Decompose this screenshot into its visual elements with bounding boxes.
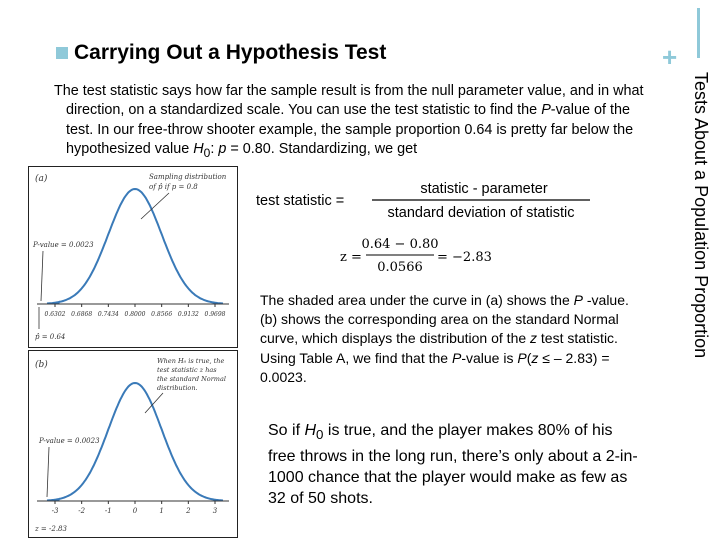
test-statistic-formula	[256, 176, 596, 233]
ticks-a-label: 0.6868	[71, 311, 93, 318]
accent-bar	[697, 8, 700, 58]
plus-icon: +	[662, 42, 678, 72]
figure-a-annotation-line2: of p̂ if p = 0.8	[149, 183, 198, 191]
figure-b-label: (b)	[35, 360, 48, 370]
figure-b-pvalue-label: P-value = 0.0023	[39, 437, 100, 445]
ticks-b-label: -2	[78, 507, 86, 515]
ticks-b-label: -1	[104, 507, 112, 515]
ticks-b-label: 3	[212, 507, 218, 515]
figure-b-annotation-line3: the standard Normal	[157, 375, 226, 383]
ticks-b-label: 1	[159, 507, 164, 515]
ticks-a-label: 0.6302	[44, 311, 66, 318]
ticks-a-label: 0.7434	[97, 311, 119, 318]
figure-b-annotation-line4: distribution.	[157, 384, 198, 392]
side-chapter-title: Tests About a Population Proportion	[691, 72, 711, 359]
figure-a-sampling-distribution	[28, 166, 238, 348]
ticks-b-label: -3	[51, 507, 59, 515]
ticks-b-label: 2	[186, 507, 191, 515]
figure-b-z-label: z = -2.83	[35, 525, 67, 533]
formula2-denominator: 0.0566	[377, 260, 423, 275]
figure-a-phat-label: p̂ = 0.64	[35, 333, 66, 341]
ticks-a-label: 0.9132	[177, 311, 199, 318]
figure-a-pvalue-label: P-value = 0.0023	[33, 241, 94, 249]
pvalue-explanation: The shaded area under the curve in (a) shows the P -value. (b) shows the corresponding area on the standard Normal curve, which displays the distribution of the z test statistic. Using Table A, we find that the P-value is P(z ≤ – 2.83) = 0.0023.	[260, 292, 629, 385]
title-bullet-icon	[56, 47, 68, 59]
figure-b-annotation-line2: test statistic z has	[157, 366, 217, 374]
intro-paragraph: The test statistic says how far the sample result is from the null parameter value, and in what direction, on a standardized scale. You can use the test statistic to find the P-value of the test. In our free-throw shooter example, the sample proportion 0.64 is pretty far below the hypothesized value $H_0$: p = 0.80. Standardizing, we get	[54, 83, 644, 161]
conclusion-paragraph: So if $H_0$ is true, and the player makes 80% of his free throws in the long run, there’s only about a 2-in-1000 chance that the player would make as few as 32 of 50 shots.	[268, 422, 638, 508]
ticks-b-label: 0	[132, 507, 138, 515]
slide-title-row	[56, 38, 386, 68]
ticks-a-label: 0.9698	[204, 311, 226, 318]
figure-a-annotation-line1: Sampling distribution	[149, 173, 227, 181]
ticks-a-label: 0.8566	[151, 311, 173, 318]
figure-b-pvalue-pointer	[47, 447, 49, 497]
figure-b-annotation-line1: When H₀ is true, the	[157, 357, 225, 365]
formula1-lhs: test statistic =	[256, 193, 345, 209]
figure-a-pvalue-pointer	[41, 251, 43, 301]
formula1-numerator: statistic - parameter	[420, 181, 548, 197]
formula2-numerator: 0.64 − 0.80	[361, 237, 439, 252]
formula1-denominator: standard deviation of statistic	[387, 205, 575, 221]
slide-title: Carrying Out a Hypothesis Test	[74, 41, 387, 64]
formula2-result: = −2.83	[437, 250, 492, 265]
figure-b-standard-normal	[28, 350, 238, 538]
formula2-lhs: z =	[340, 250, 362, 265]
z-formula	[336, 230, 496, 283]
figure-a-label: (a)	[35, 174, 48, 184]
ticks-a-label: 0.8000	[124, 311, 146, 318]
